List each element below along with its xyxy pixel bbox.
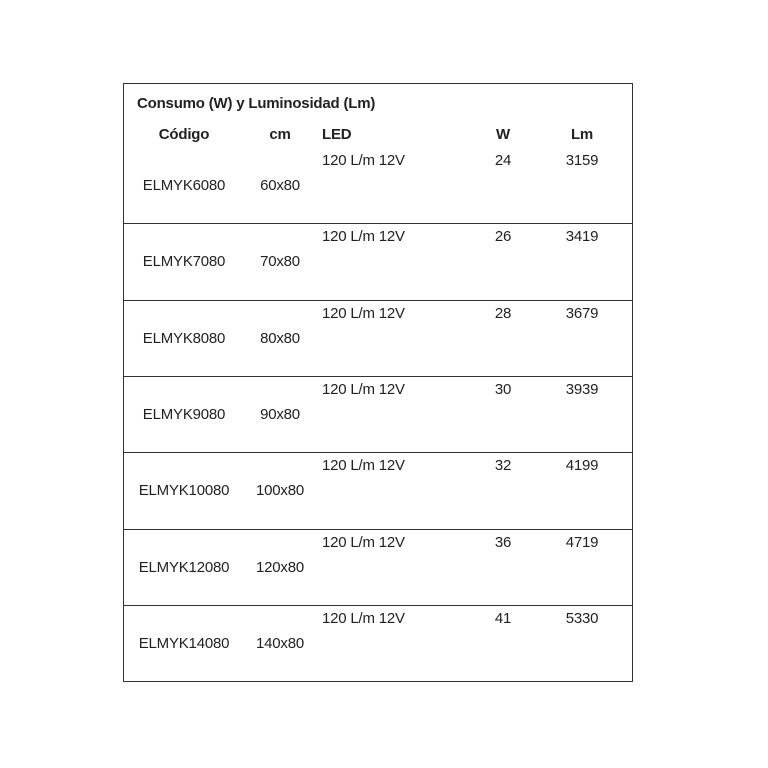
cell-w: 26 <box>494 228 512 245</box>
cell-code: ELMYK10080 <box>138 482 230 499</box>
cell-code: ELMYK7080 <box>142 253 226 270</box>
header-cm: cm <box>269 126 291 143</box>
row-divider <box>124 452 632 453</box>
cell-led: 120 L/m 12V <box>322 457 405 474</box>
header-code: Código <box>158 126 210 143</box>
cell-code: ELMYK12080 <box>138 559 230 576</box>
header-led: LED <box>322 126 352 143</box>
cell-lm: 4719 <box>565 534 599 551</box>
row-divider <box>124 529 632 530</box>
cell-lm: 3939 <box>565 381 599 398</box>
row-divider <box>124 300 632 301</box>
cell-cm: 80x80 <box>260 330 300 347</box>
cell-lm: 4199 <box>565 457 599 474</box>
cell-w: 30 <box>494 381 512 398</box>
cell-code: ELMYK9080 <box>142 406 226 423</box>
row-divider <box>124 223 632 224</box>
table-title: Consumo (W) y Luminosidad (Lm) <box>137 95 376 112</box>
cell-code: ELMYK6080 <box>142 177 226 194</box>
cell-led: 120 L/m 12V <box>322 534 405 551</box>
cell-w: 28 <box>494 305 512 322</box>
cell-cm: 60x80 <box>260 177 300 194</box>
cell-code: ELMYK8080 <box>142 330 226 347</box>
cell-code: ELMYK14080 <box>138 635 230 652</box>
header-w: W <box>496 126 510 143</box>
cell-led: 120 L/m 12V <box>322 305 405 322</box>
cell-w: 24 <box>494 152 512 169</box>
cell-w: 36 <box>494 534 512 551</box>
cell-w: 41 <box>494 610 512 627</box>
cell-lm: 3419 <box>565 228 599 245</box>
cell-cm: 120x80 <box>255 559 304 576</box>
cell-cm: 90x80 <box>260 406 300 423</box>
header-lm: Lm <box>570 126 594 143</box>
cell-w: 32 <box>494 457 512 474</box>
cell-cm: 70x80 <box>260 253 300 270</box>
cell-cm: 140x80 <box>255 635 304 652</box>
spec-table <box>123 83 633 682</box>
cell-cm: 100x80 <box>255 482 304 499</box>
row-divider <box>124 376 632 377</box>
row-divider <box>124 605 632 606</box>
cell-led: 120 L/m 12V <box>322 381 405 398</box>
table-body <box>124 84 632 681</box>
cell-lm: 3159 <box>565 152 599 169</box>
cell-led: 120 L/m 12V <box>322 610 405 627</box>
cell-led: 120 L/m 12V <box>322 228 405 245</box>
cell-lm: 3679 <box>565 305 599 322</box>
cell-led: 120 L/m 12V <box>322 152 405 169</box>
cell-lm: 5330 <box>565 610 599 627</box>
